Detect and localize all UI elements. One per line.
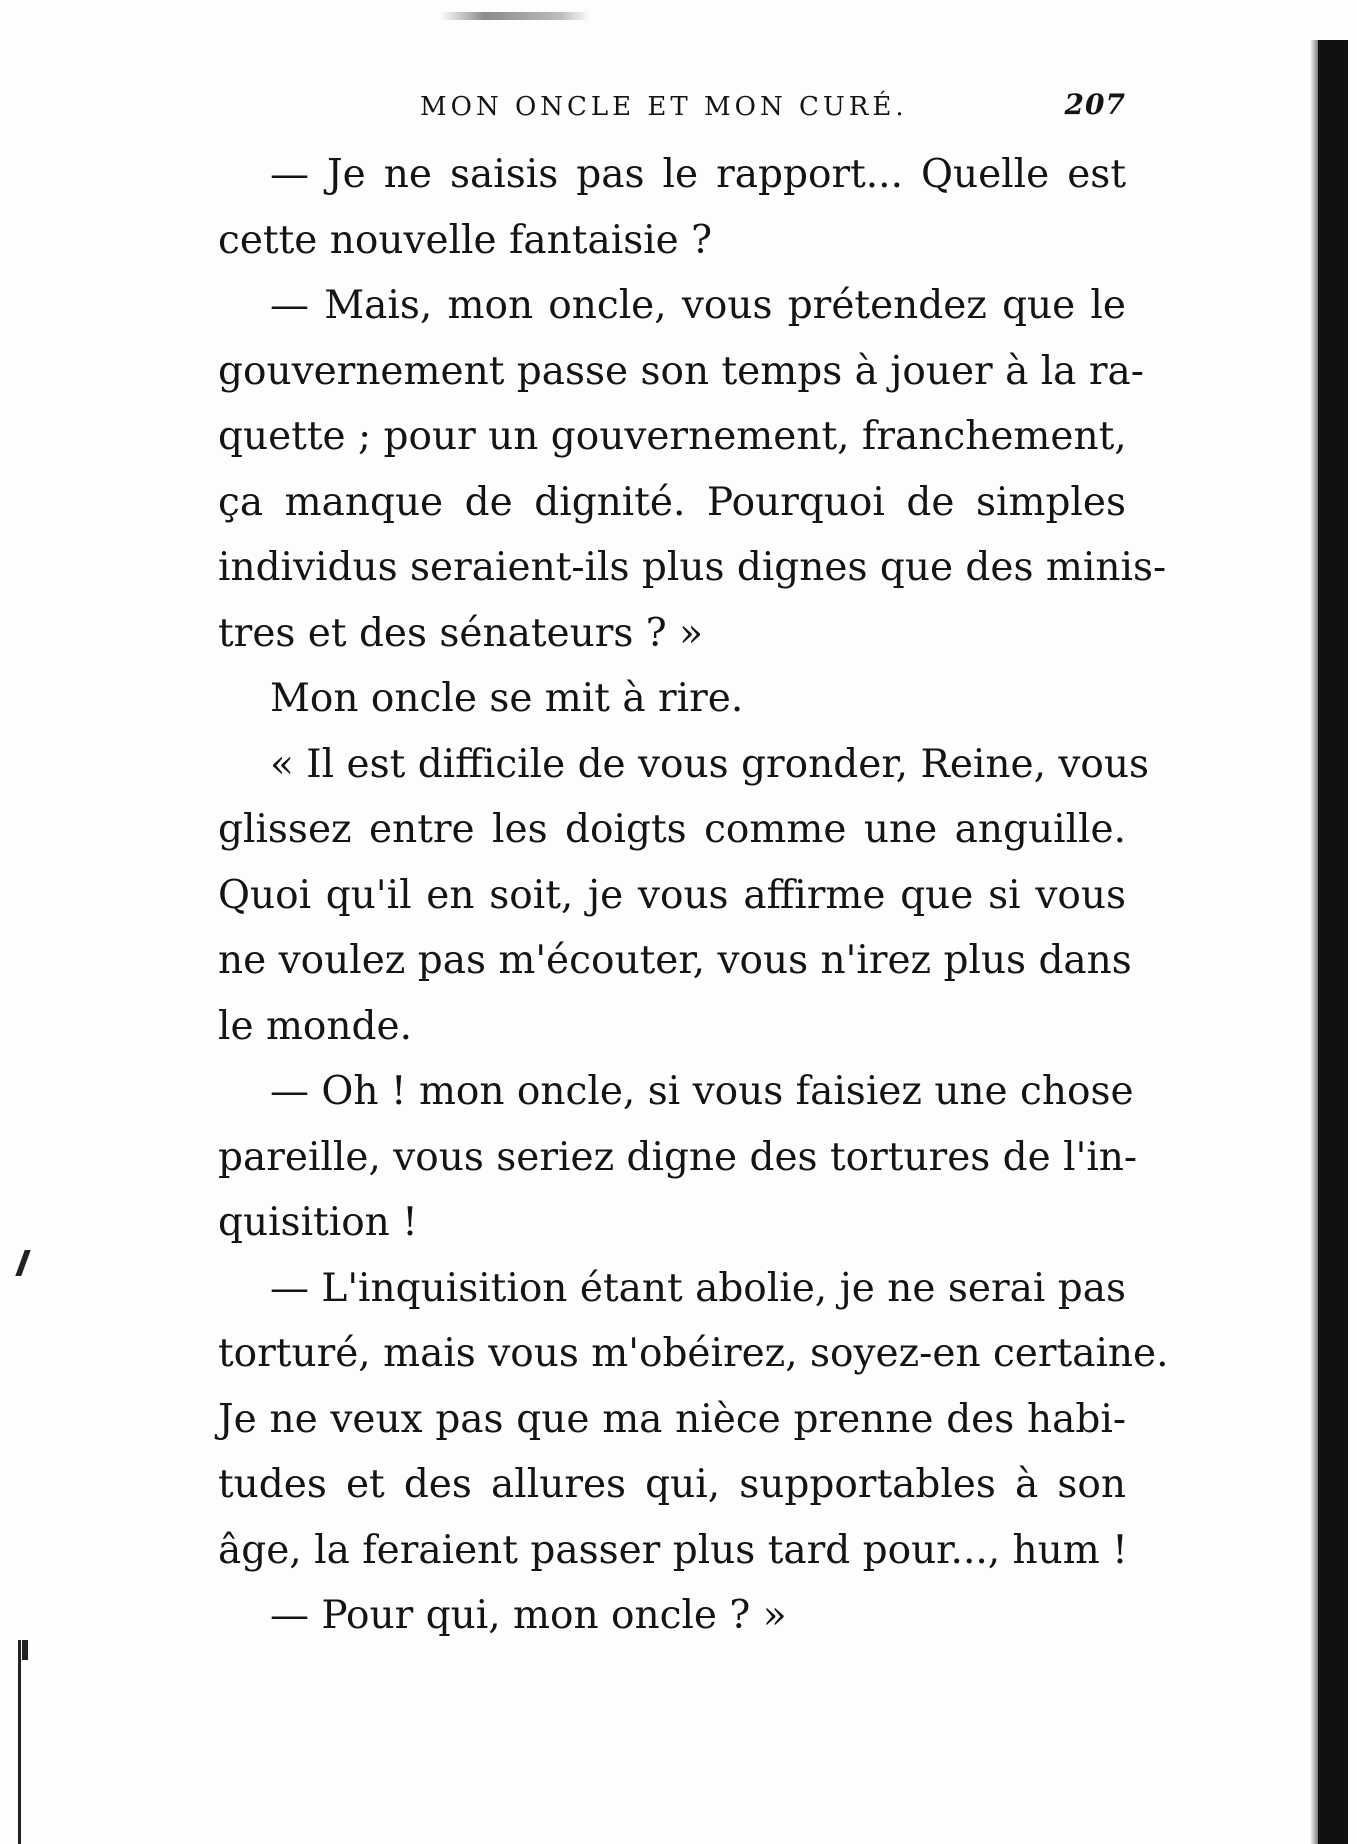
text-line: — Je ne saisis pas le rapport... Quelle est [270, 152, 1126, 197]
binding-edge [1318, 40, 1348, 1844]
text-line: « Il est difficile de vous gronder, Reine, vous [270, 741, 1150, 787]
text-line: quette ; pour un gouvernement, franchement, [218, 414, 1127, 459]
text-line: — L'inquisition étant abolie, je ne serai pas [270, 1265, 1126, 1311]
text-line: individus seraient-ils plus dignes que des minis- [218, 545, 1167, 590]
text-line: pareille, vous seriez digne des tortures de l'in- [218, 1134, 1138, 1180]
text-line: âge, la feraient passer plus tard pour..., hum ! [218, 1527, 1128, 1573]
text-line: — Pour qui, mon oncle ? » [270, 1593, 787, 1638]
text-line: tres et des sénateurs ? » [218, 610, 703, 656]
text-line: tudes et des allures qui, supportables à son [218, 1462, 1126, 1507]
text-line: — Mais, mon oncle, vous prétendez que le [270, 283, 1126, 328]
scan-smudge [440, 12, 590, 20]
text-line: quisition ! [218, 1200, 418, 1245]
text-line: Mon oncle se mit à rire. [270, 676, 744, 721]
text-line: glissez entre les doigts comme une anguille. [218, 807, 1126, 852]
text-line: — Oh ! mon oncle, si vous faisiez une chose [270, 1069, 1134, 1114]
page-number: 207 [1064, 88, 1126, 121]
text-line: ne voulez pas m'écouter, vous n'irez plus dans [218, 938, 1132, 983]
margin-scan-mark [22, 1640, 28, 1660]
text-line: Je ne veux pas que ma nièce prenne des habi- [218, 1396, 1126, 1442]
body-text [218, 142, 1169, 1649]
text-line: le monde. [218, 1003, 412, 1049]
margin-scan-mark [15, 1250, 30, 1276]
binding-shadow [1310, 40, 1318, 1844]
running-title: MON ONCLE ET MON CURÉ. [420, 92, 908, 122]
text-line: cette nouvelle fantaisie ? [218, 217, 713, 263]
text-line: torturé, mais vous m'obéirez, soyez-en certaine. [218, 1331, 1169, 1376]
running-head [218, 88, 1126, 128]
text-line: gouvernement passe son temps à jouer à la ra- [218, 348, 1144, 394]
text-line: ça manque de dignité. Pourquoi de simples [218, 479, 1126, 525]
text-line: Quoi qu'il en soit, je vous affirme que si vous [218, 872, 1126, 918]
margin-scan-line [18, 1640, 21, 1844]
